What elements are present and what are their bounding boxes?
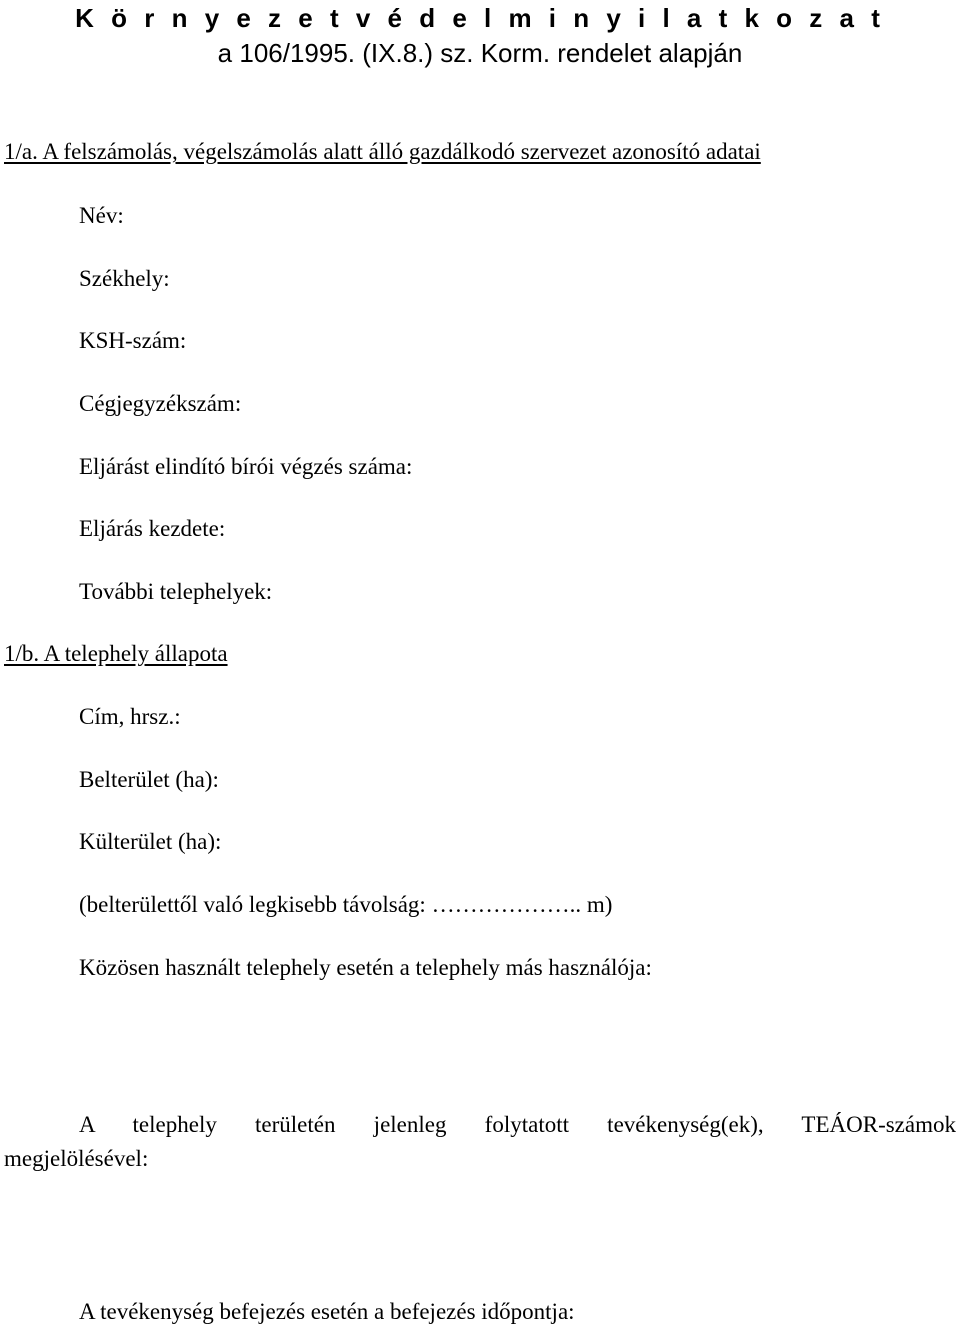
field-szekhely: Székhely: (79, 266, 170, 291)
field-kulterulet: Külterület (ha): (79, 829, 222, 854)
document-subtitle: a 106/1995. (IX.8.) sz. Korm. rendelet alapján (217, 38, 743, 68)
field-eljaras-kezdete: Eljárás kezdete: (79, 516, 226, 541)
activity-line-2: megjelölésével: (4, 1146, 149, 1171)
field-ksh-szam: KSH-szám: (79, 328, 187, 353)
activity-line-1: A telephely területén jelenleg folytatott tevékenység(ek), TEÁOR-számok (79, 1112, 956, 1137)
field-belterulettol-tavolsag: (belterülettől való legkisebb távolság: ……………….. m) (79, 892, 613, 917)
field-cim-hrsz: Cím, hrsz.: (79, 704, 181, 729)
document-title: K ö r n y e z e t v é d e l m i n y i l a t k o z a t (75, 3, 885, 33)
field-belterulet: Belterület (ha): (79, 767, 219, 792)
field-befejezes-idopontja: A tevékenység befejezés esetén a befejezés időpontja: (79, 1299, 575, 1324)
field-birosagi-vegzes-szama: Eljárást elindító bírói végzés száma: (79, 454, 413, 479)
section-1a-heading: 1/a. A felszámolás, végelszámolás alatt álló gazdálkodó szervezet azonosító adatai (4, 139, 761, 164)
field-tevekenysegek-teaor (4, 1108, 956, 1176)
section-1b-heading: 1/b. A telephely állapota (4, 641, 228, 666)
field-tovabbi-telephelyek: További telephelyek: (79, 579, 273, 604)
field-cegjegyzekszam: Cégjegyzékszám: (79, 391, 242, 416)
field-kozos-hasznalo: Közösen használt telephely esetén a telephely más használója: (79, 955, 652, 980)
field-nev: Név: (79, 203, 124, 228)
